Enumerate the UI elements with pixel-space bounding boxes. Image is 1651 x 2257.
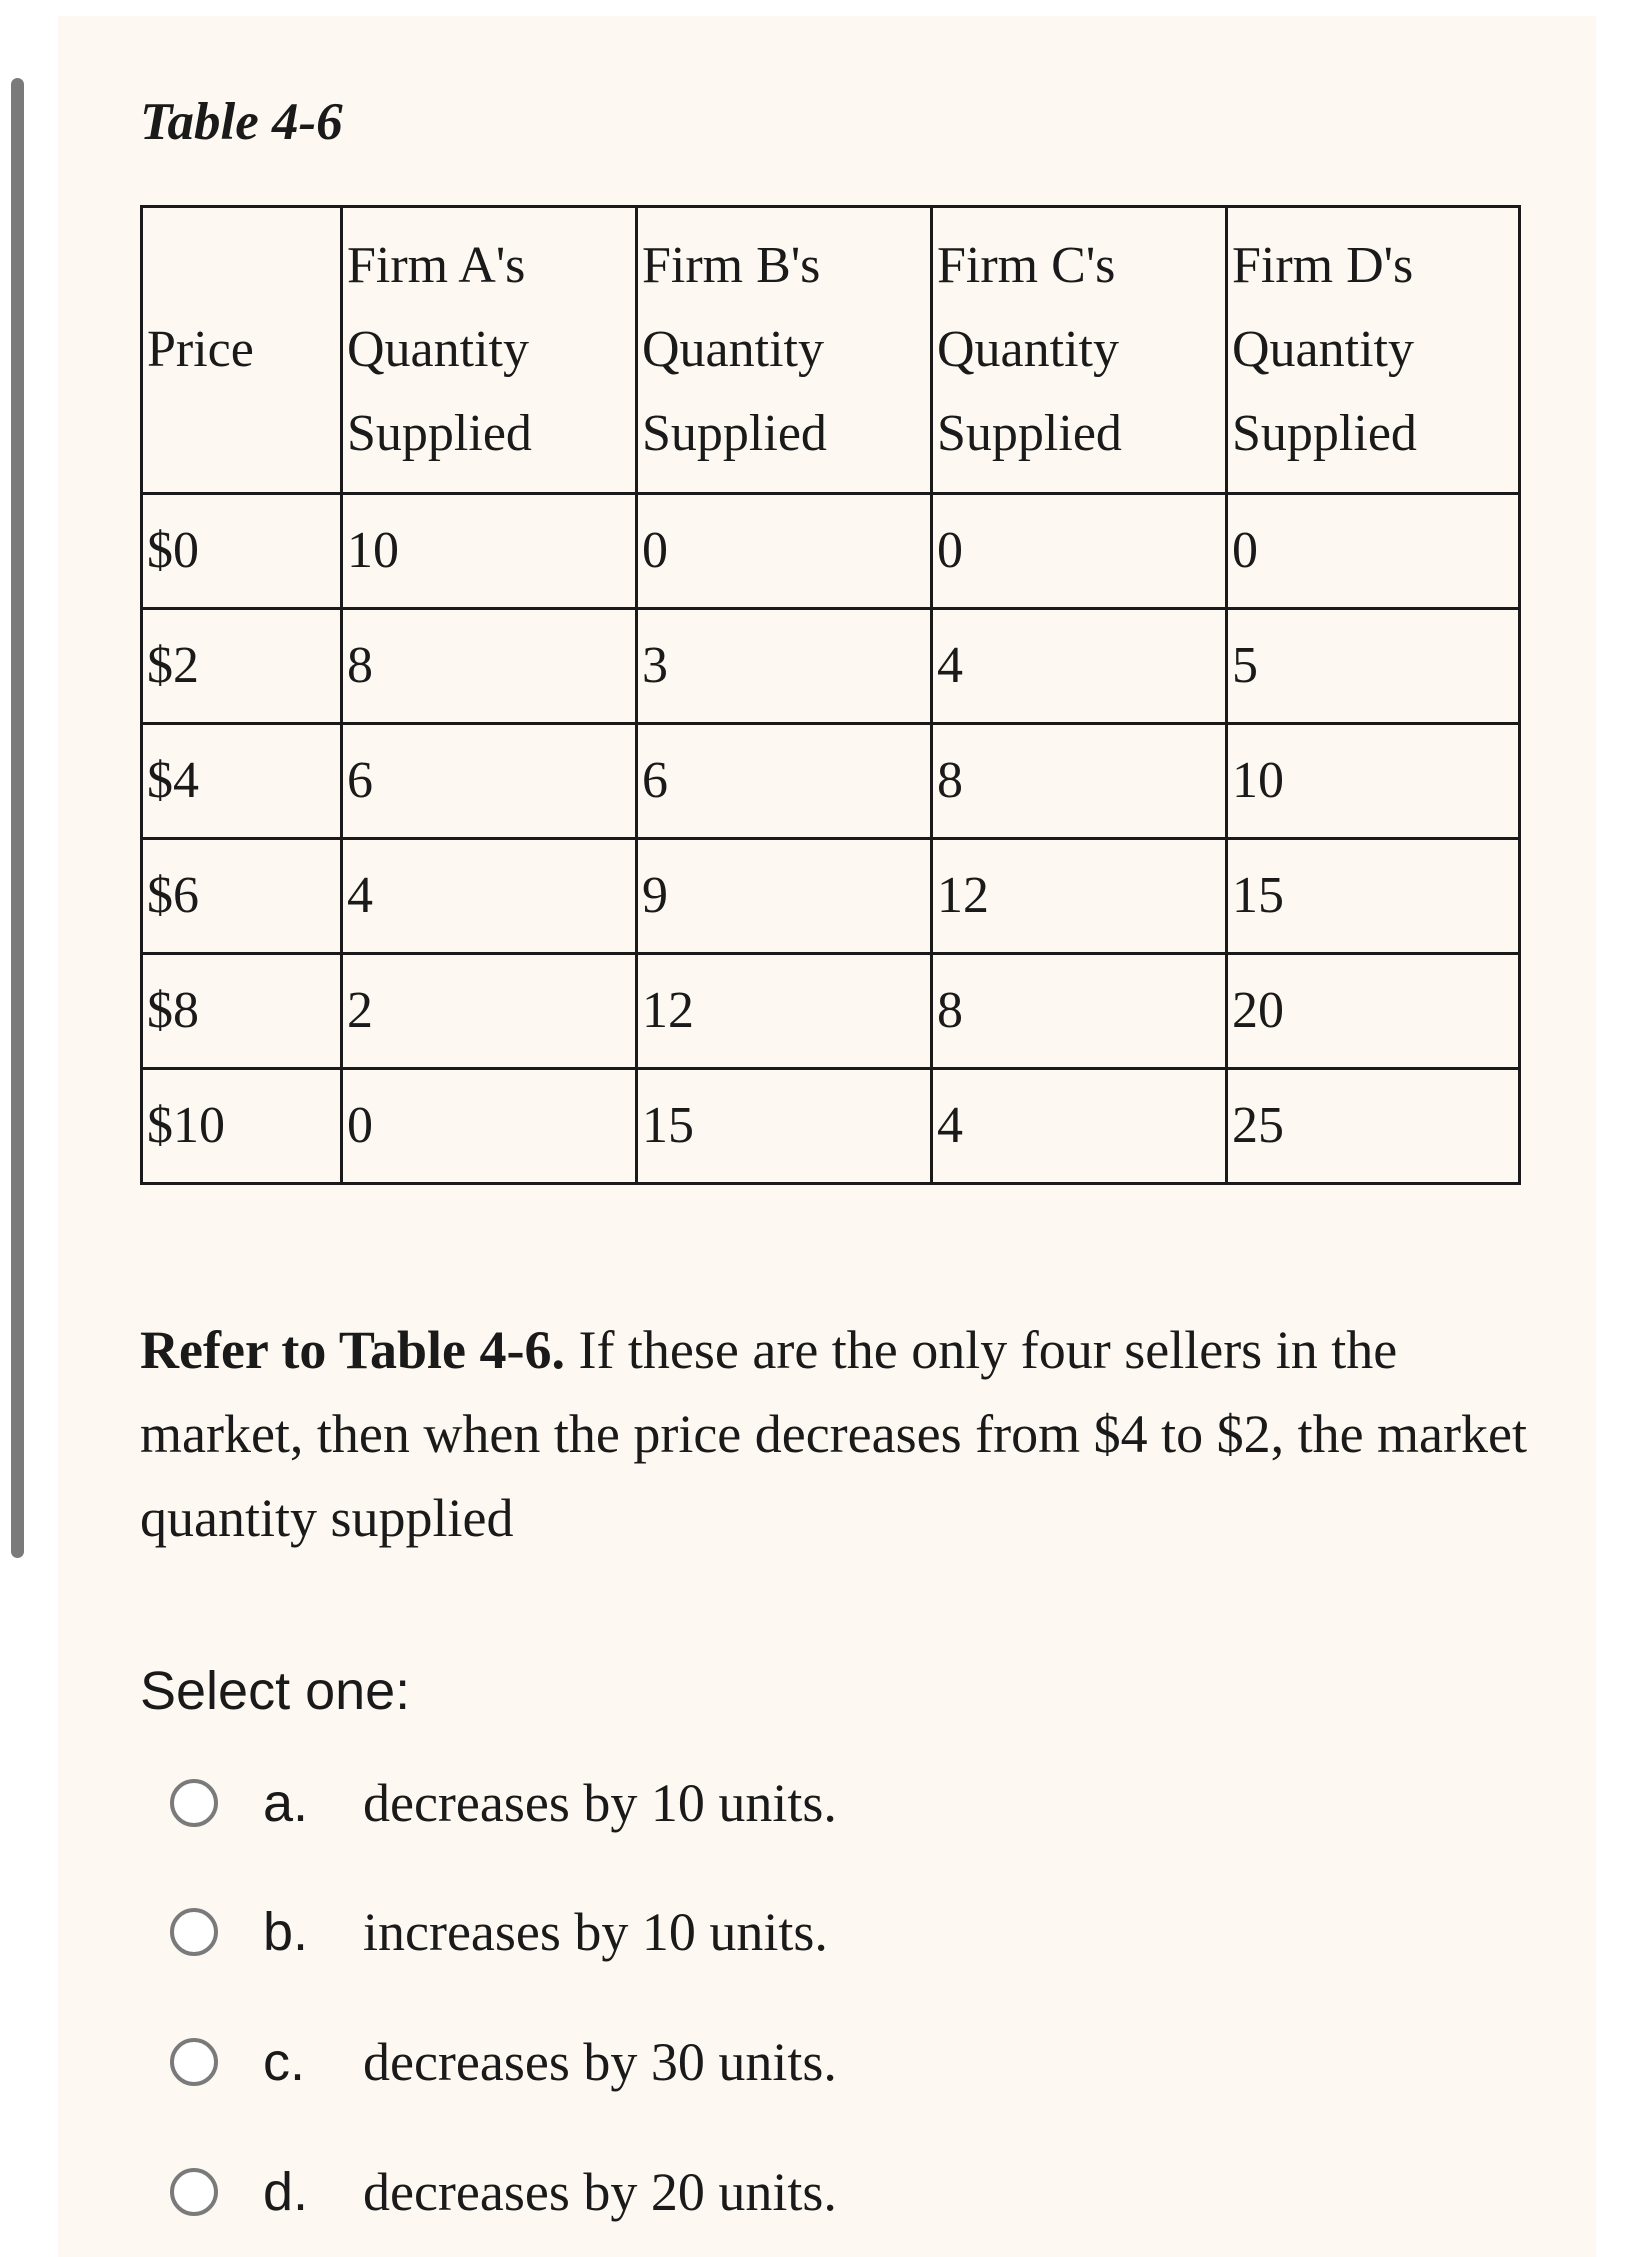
answer-option-a[interactable] [170, 1763, 1170, 1843]
header-line: Firm B's [642, 237, 821, 294]
table-cell: 8 [932, 724, 1227, 839]
radio-button-icon[interactable] [170, 2038, 218, 2086]
table-cell: 4 [932, 1069, 1227, 1184]
header-line: Firm A's [347, 237, 526, 294]
header-line: Supplied [937, 405, 1122, 462]
question-reference: Refer to Table 4-6. [140, 1320, 565, 1380]
option-letter: a. [263, 1773, 309, 1833]
table-row [142, 494, 1520, 609]
supply-table [140, 205, 1521, 1185]
header-line: Supplied [347, 405, 532, 462]
header-line: Quantity [347, 321, 529, 378]
table-row [142, 609, 1520, 724]
table-cell: 4 [932, 609, 1227, 724]
table-row [142, 724, 1520, 839]
table-row [142, 1069, 1520, 1184]
table-row [142, 839, 1520, 954]
scroll-indicator[interactable] [11, 78, 24, 1558]
table-cell: 12 [932, 839, 1227, 954]
table-cell: 15 [1227, 839, 1520, 954]
answer-option-d[interactable] [170, 2152, 1170, 2232]
option-text[interactable]: decreases by 10 units. [363, 1773, 837, 1833]
table-cell: 2 [342, 954, 637, 1069]
header-line: Price [147, 321, 254, 378]
header-line: Supplied [642, 405, 827, 462]
select-prompt: Select one: [140, 1661, 411, 1721]
table-cell: 6 [637, 724, 932, 839]
option-text[interactable]: decreases by 20 units. [363, 2162, 837, 2222]
table-cell: 0 [1227, 494, 1520, 609]
table-cell: $4 [142, 724, 342, 839]
header-firm-d [1227, 207, 1520, 494]
table-cell: $6 [142, 839, 342, 954]
question-body: If these are the only four sellers in the market, then when the price decreases from $4 to $2, the market quantity supplied [140, 1320, 1527, 1548]
answer-option-c[interactable] [170, 2022, 1170, 2102]
table-cell: 9 [637, 839, 932, 954]
header-firm-c [932, 207, 1227, 494]
option-letter: c. [263, 2032, 306, 2092]
header-line: Quantity [1232, 321, 1414, 378]
option-letter: d. [263, 2162, 309, 2222]
table-cell: $0 [142, 494, 342, 609]
header-line: Quantity [937, 321, 1119, 378]
radio-button-icon[interactable] [170, 1908, 218, 1956]
header-firm-b [637, 207, 932, 494]
table-cell: 8 [342, 609, 637, 724]
table-cell: 0 [342, 1069, 637, 1184]
table-cell: 8 [932, 954, 1227, 1069]
radio-button-icon[interactable] [170, 1779, 218, 1827]
table-cell: 10 [1227, 724, 1520, 839]
table-cell: 15 [637, 1069, 932, 1184]
table-cell: $10 [142, 1069, 342, 1184]
table-cell: 3 [637, 609, 932, 724]
table-title: Table 4-6 [140, 93, 343, 151]
header-line: Firm D's [1232, 237, 1414, 294]
table-row [142, 954, 1520, 1069]
table-cell: 4 [342, 839, 637, 954]
header-line: Supplied [1232, 405, 1417, 462]
table-header-row [142, 207, 1520, 494]
table-cell: 10 [342, 494, 637, 609]
header-price [142, 207, 342, 494]
question-text [140, 1308, 1540, 1560]
table-cell: 5 [1227, 609, 1520, 724]
option-text[interactable]: increases by 10 units. [363, 1902, 828, 1962]
table-cell: 25 [1227, 1069, 1520, 1184]
header-line: Quantity [642, 321, 824, 378]
table-cell: 0 [932, 494, 1227, 609]
header-line: Firm C's [937, 237, 1116, 294]
table-cell: 6 [342, 724, 637, 839]
radio-button-icon[interactable] [170, 2168, 218, 2216]
table-cell: $2 [142, 609, 342, 724]
table-cell: 12 [637, 954, 932, 1069]
table-cell: $8 [142, 954, 342, 1069]
option-letter: b. [263, 1902, 309, 1962]
header-firm-a [342, 207, 637, 494]
table-cell: 20 [1227, 954, 1520, 1069]
table-cell: 0 [637, 494, 932, 609]
option-text[interactable]: decreases by 30 units. [363, 2032, 837, 2092]
answer-option-b[interactable] [170, 1892, 1170, 1972]
